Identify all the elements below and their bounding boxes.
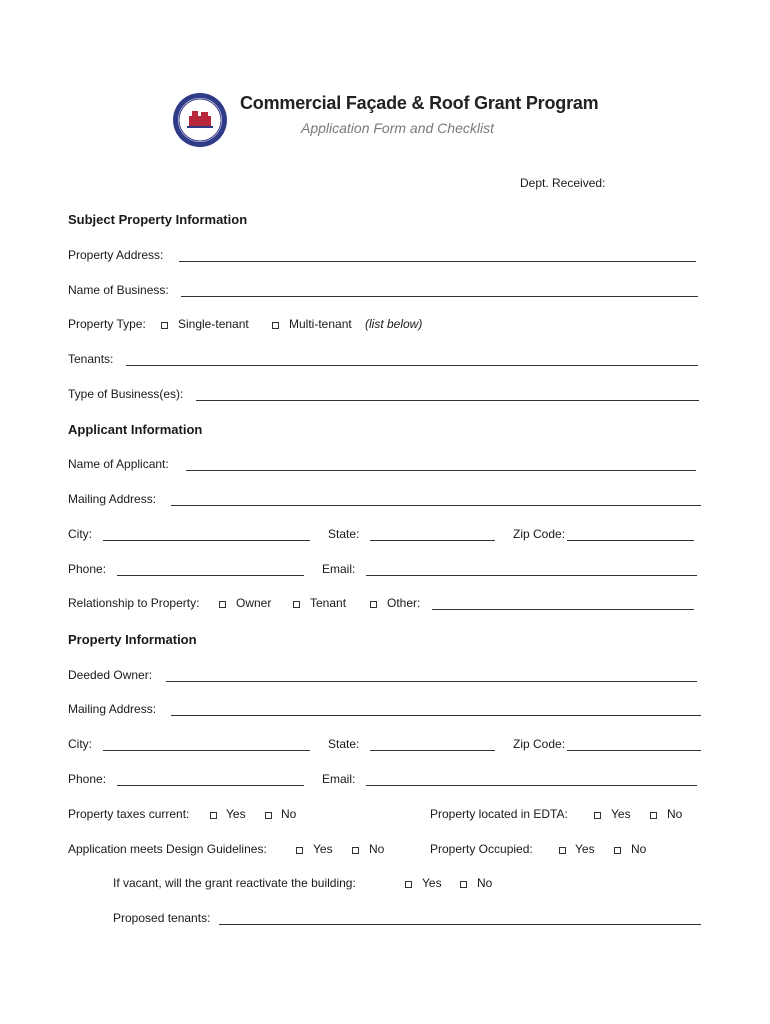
proposed-tenants-field[interactable] <box>219 924 701 925</box>
list-below-note: (list below) <box>365 317 423 331</box>
multi-tenant-label: Multi-tenant <box>289 317 352 331</box>
edta-no-checkbox[interactable] <box>650 812 657 819</box>
occupied-label: Property Occupied: <box>430 842 533 856</box>
reactivate-yes-label: Yes <box>422 876 442 890</box>
taxes-no-label: No <box>281 807 297 821</box>
reactivate-no-checkbox[interactable] <box>460 881 467 888</box>
tenants-label: Tenants: <box>68 352 114 366</box>
owner-checkbox[interactable] <box>219 601 226 608</box>
applicant-state-field[interactable] <box>370 540 495 541</box>
other-label: Other: <box>387 596 421 610</box>
applicant-mailing-label: Mailing Address: <box>68 492 157 506</box>
applicant-city-field[interactable] <box>103 540 310 541</box>
applicant-mailing-field[interactable] <box>171 505 701 506</box>
tenants-field[interactable] <box>126 365 698 366</box>
owner-state-field[interactable] <box>370 750 495 751</box>
tenant-label: Tenant <box>310 596 347 610</box>
applicant-zip-label: Zip Code: <box>513 527 566 541</box>
edta-label: Property located in EDTA: <box>430 807 568 821</box>
reactivate-yes-checkbox[interactable] <box>405 881 412 888</box>
owner-state-label: State: <box>328 737 360 751</box>
owner-zip-field[interactable] <box>567 750 701 751</box>
subject-property-heading: Subject Property Information <box>68 212 248 227</box>
if-vacant-label: If vacant, will the grant reactivate the building: <box>113 876 356 890</box>
business-name-field[interactable] <box>181 296 698 297</box>
occupied-no-label: No <box>631 842 647 856</box>
deeded-owner-label: Deeded Owner: <box>68 668 153 682</box>
tenant-checkbox[interactable] <box>293 601 300 608</box>
owner-city-label: City: <box>68 737 92 751</box>
single-tenant-label: Single-tenant <box>178 317 249 331</box>
form-title: Commercial Façade & Roof Grant Program <box>240 93 599 113</box>
guidelines-yes-label: Yes <box>313 842 333 856</box>
taxes-current-label: Property taxes current: <box>68 807 190 821</box>
applicant-state-label: State: <box>328 527 360 541</box>
property-type-label: Property Type: <box>68 317 146 331</box>
relationship-label: Relationship to Property: <box>68 596 200 610</box>
property-address-label: Property Address: <box>68 248 164 262</box>
occupied-yes-checkbox[interactable] <box>559 847 566 854</box>
applicant-city-label: City: <box>68 527 92 541</box>
owner-mailing-field[interactable] <box>171 715 701 716</box>
form-subtitle: Application Form and Checklist <box>301 120 494 136</box>
guidelines-yes-checkbox[interactable] <box>296 847 303 854</box>
guidelines-no-label: No <box>369 842 385 856</box>
owner-city-field[interactable] <box>103 750 310 751</box>
owner-mailing-label: Mailing Address: <box>68 702 157 716</box>
owner-phone-field[interactable] <box>117 785 304 786</box>
type-of-business-label: Type of Business(es): <box>68 387 184 401</box>
owner-phone-label: Phone: <box>68 772 107 786</box>
occupied-yes-label: Yes <box>575 842 595 856</box>
applicant-email-field[interactable] <box>366 575 697 576</box>
single-tenant-checkbox[interactable] <box>161 322 168 329</box>
taxes-no-checkbox[interactable] <box>265 812 272 819</box>
edta-no-label: No <box>667 807 683 821</box>
business-name-label: Name of Business: <box>68 283 169 297</box>
reactivate-no-label: No <box>477 876 493 890</box>
property-address-field[interactable] <box>179 261 696 262</box>
applicant-name-field[interactable] <box>186 470 696 471</box>
city-seal-logo <box>172 92 228 148</box>
dept-received-label: Dept. Received: <box>520 176 606 190</box>
type-of-business-field[interactable] <box>196 400 699 401</box>
owner-zip-label: Zip Code: <box>513 737 566 751</box>
multi-tenant-checkbox[interactable] <box>272 322 279 329</box>
owner-email-label: Email: <box>322 772 356 786</box>
applicant-info-heading: Applicant Information <box>68 422 203 437</box>
proposed-tenants-label: Proposed tenants: <box>113 911 211 925</box>
guidelines-no-checkbox[interactable] <box>352 847 359 854</box>
applicant-email-label: Email: <box>322 562 356 576</box>
applicant-name-label: Name of Applicant: <box>68 457 169 471</box>
applicant-zip-field[interactable] <box>567 540 694 541</box>
property-info-heading: Property Information <box>68 632 197 647</box>
owner-email-field[interactable] <box>366 785 697 786</box>
design-guidelines-label: Application meets Design Guidelines: <box>68 842 267 856</box>
deeded-owner-field[interactable] <box>166 681 697 682</box>
applicant-phone-field[interactable] <box>117 575 304 576</box>
taxes-yes-label: Yes <box>226 807 246 821</box>
other-checkbox[interactable] <box>370 601 377 608</box>
applicant-phone-label: Phone: <box>68 562 107 576</box>
occupied-no-checkbox[interactable] <box>614 847 621 854</box>
taxes-yes-checkbox[interactable] <box>210 812 217 819</box>
edta-yes-checkbox[interactable] <box>594 812 601 819</box>
owner-label: Owner <box>236 596 272 610</box>
edta-yes-label: Yes <box>611 807 631 821</box>
other-field[interactable] <box>432 609 694 610</box>
